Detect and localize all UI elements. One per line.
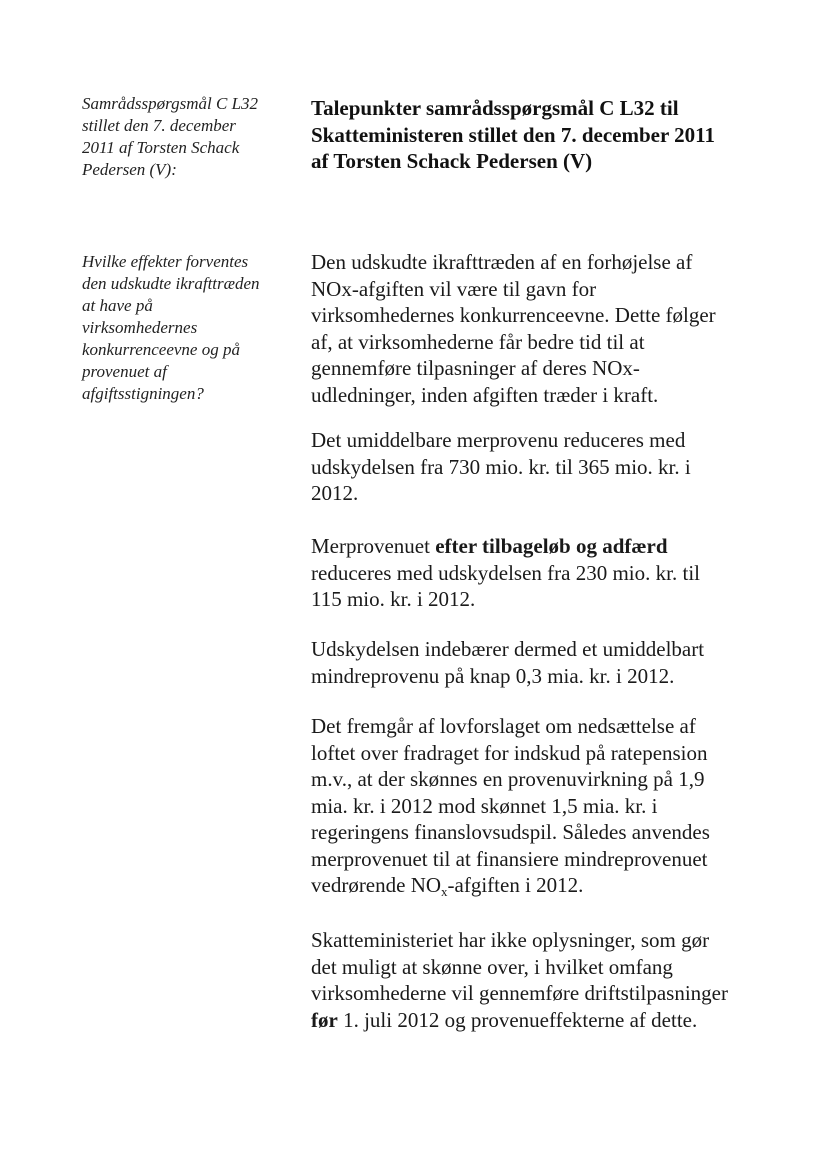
paragraph-line: udledninger, inden afgiften træder i kraft. <box>311 382 659 407</box>
paragraph-line: virksomhedernes konkurrenceevne. Dette følger <box>311 303 716 327</box>
question-line: provenuet af <box>82 362 167 381</box>
paragraph-text: vedrørende NO <box>311 873 442 897</box>
question-line: den udskudte ikrafttræden <box>82 274 260 293</box>
paragraph-line: af, at virksomhederne får bedre tid til at <box>311 329 645 354</box>
question-line: afgiftsstigningen? <box>82 384 204 403</box>
paragraph-financing <box>311 713 771 899</box>
paragraph-revenue-loss <box>311 636 771 689</box>
paragraph-line: reduceres med udskydelsen fra 230 mio. kr. til <box>311 560 700 585</box>
paragraph-line: det muligt at skønne over, i hvilket omfang <box>311 954 673 979</box>
paragraph-revenue-after-behavior <box>311 533 771 613</box>
sidebar-meta-line: stillet den 7. december <box>82 116 236 135</box>
question-line: virksomhedernes <box>82 318 198 337</box>
consultation-question-text <box>82 251 297 405</box>
paragraph-line: 2012. <box>311 481 359 505</box>
paragraph-line: loftet over fradraget for indskud på ratepension <box>311 740 708 765</box>
sidebar-meta-line: Pedersen (V): <box>82 160 177 179</box>
paragraph-line: m.v., at der skønnes en provenuvirkning på 1,9 <box>311 767 705 791</box>
document-title <box>311 95 771 175</box>
paragraph-line: regeringens finanslovsudspil. Således anvendes <box>311 820 710 844</box>
paragraph-no-information <box>311 927 771 1033</box>
title-line: Talepunkter samrådsspørgsmål C L32 til <box>311 96 679 120</box>
question-line: Hvilke effekter forventes <box>82 252 249 271</box>
title-line: af Torsten Schack Pedersen (V) <box>311 149 593 173</box>
paragraph-competitiveness <box>311 249 771 408</box>
paragraph-line: mia. kr. i 2012 mod skønnet 1,5 mia. kr. i <box>311 793 658 818</box>
subscript-text: x <box>441 884 448 899</box>
paragraph-text: Merprovenuet <box>311 534 436 558</box>
paragraph-line: udskydelsen fra 730 mio. kr. til 365 mio. kr. i <box>311 454 691 479</box>
paragraph-line: merprovenuet til at finansiere mindreprovenuet <box>311 846 708 871</box>
paragraph-line <box>311 1007 771 1034</box>
question-line: konkurrenceevne og på <box>82 340 240 359</box>
paragraph-line: 115 mio. kr. i 2012. <box>311 587 476 611</box>
paragraph-line: Det fremgår af lovforslaget om nedsættelse af <box>311 714 696 738</box>
paragraph-line: Udskydelsen indebærer dermed et umiddelbart <box>311 637 705 661</box>
paragraph-line: Det umiddelbare merprovenu reduceres med <box>311 428 686 452</box>
paragraph-line: NOx-afgiften vil være til gavn for <box>311 276 597 301</box>
paragraph-line: mindreprovenu på knap 0,3 mia. kr. i 2012. <box>311 663 675 688</box>
paragraph-text: -afgiften i 2012. <box>447 873 584 897</box>
emphasis-text: før <box>311 1007 338 1032</box>
question-line: at have på <box>82 296 153 315</box>
paragraph-line: gennemføre tilpasninger af deres NOx- <box>311 356 640 380</box>
paragraph-line: Den udskudte ikrafttræden af en forhøjelse af <box>311 250 693 274</box>
title-line: Skatteministeren stillet den 7. december 2011 <box>311 122 716 147</box>
consultation-question-reference <box>82 93 297 181</box>
paragraph-line <box>311 533 771 560</box>
paragraph-line: Skatteministeriet har ikke oplysninger, som gør <box>311 928 710 952</box>
emphasis-text: efter tilbageløb og adfærd <box>435 534 668 558</box>
paragraph-immediate-revenue <box>311 427 771 507</box>
paragraph-text: 1. juli 2012 og provenueffekterne af dette. <box>337 1007 698 1032</box>
sidebar-meta-line: 2011 af Torsten Schack <box>82 138 240 157</box>
sidebar-meta-line: Samrådsspørgsmål C L32 <box>82 94 259 113</box>
paragraph-line <box>311 872 771 899</box>
paragraph-line: virksomhederne vil gennemføre driftstilpasninger <box>311 981 728 1005</box>
